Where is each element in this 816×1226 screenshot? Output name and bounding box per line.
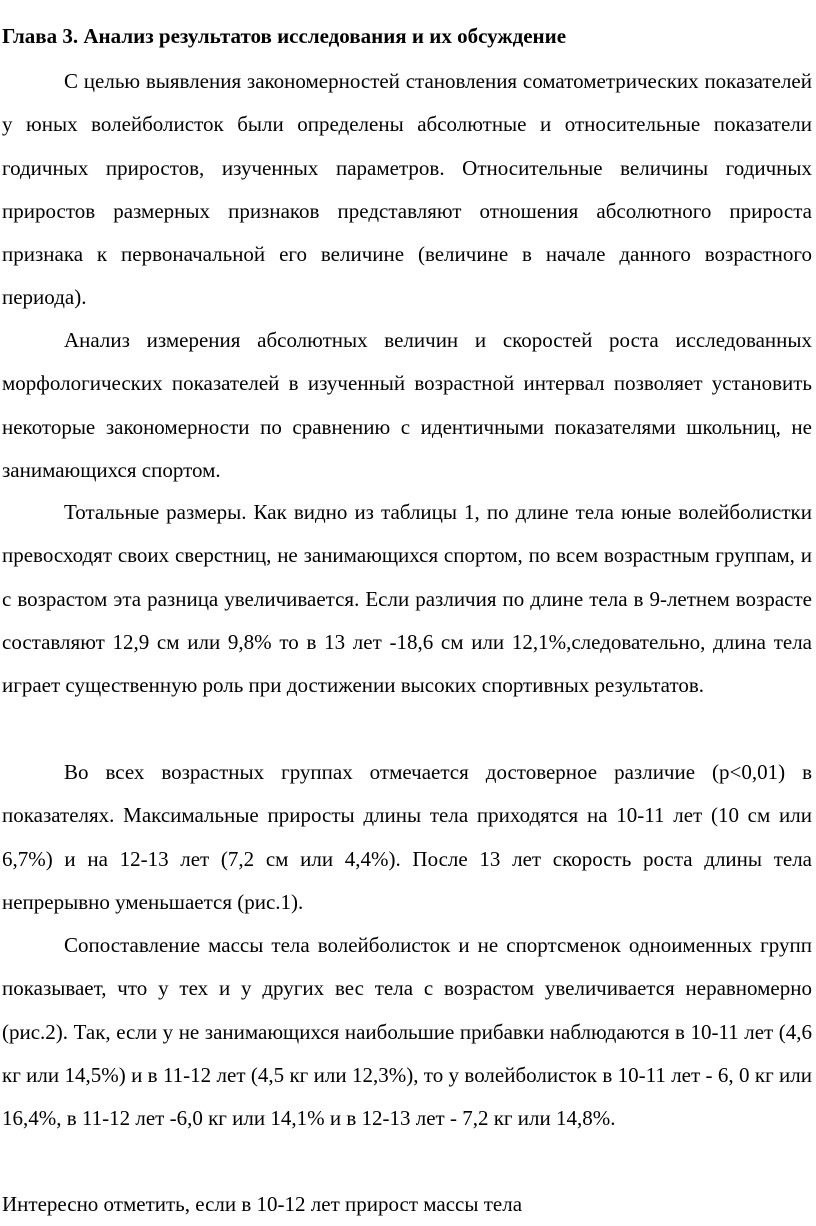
paragraph-1: С целью выявления закономерностей становления соматометрических показателей у юных волейболисток были определены абсолютные и относительные показатели годичных приростов, изученных параметров. Относительные величины годичных приростов размерных признаков представляют отношения абсолютного прироста признака к первоначальной его величине (величине в начале данного возрастного периода).: [2, 69, 812, 310]
chapter-heading: Глава 3. Анализ результатов исследования и их обсуждение: [2, 24, 567, 48]
paragraph-5: Сопоставление массы тела волейболисток и не спортсменок одноименных групп показывает, что у тех и у других вес тела с возрастом увеличивается неравномерно (рис.2). Так, если у не занимающихся наибольшие прибавки наблюдаются в 10-11 лет (4,6 кг или 14,5%) и в 11-12 лет (4,5 кг или 12,3%), то у волейболисток в 10-11 лет - 6, 0 кг или 16,4%, в 11-12 лет -6,0 кг или 14,1% и в 12-13 лет - 7,2 кг или 14,8%.: [2, 933, 812, 1131]
paragraph-6: Интересно отметить, если в 10-12 лет прирост массы тела: [2, 1192, 523, 1216]
paragraph-4: Во всех возрастных группах отмечается достоверное различие (p<0,01) в показателях. Максимальные приросты длины тела приходятся на 10-11 лет (10 см или 6,7%) и на 12-13 лет (7,2 см или 4,4%). После 13 лет скорость роста длины тела непрерывно уменьшается (рис.1).: [2, 760, 812, 914]
paragraph-2: Анализ измерения абсолютных величин и скоростей роста исследованных морфологических показателей в изученный возрастной интервал позволяет установить некоторые закономерности по сравнению с идентичными показателями школьниц, не занимающихся спортом.: [2, 328, 812, 482]
paragraph-3: Тотальные размеры. Как видно из таблицы 1, по длине тела юные волейболистки превосходят своих сверстниц, не занимающихся спортом, по всем возрастным группам, и с возрастом эта разница увеличивается. Если различия по длине тела в 9-летнем возрасте составляют 12,9 см или 9,8% то в 13 лет -18,6 см или 12,1%,следовательно, длина тела играет существенную роль при достижении высоких спортивных результатов.: [2, 500, 812, 698]
